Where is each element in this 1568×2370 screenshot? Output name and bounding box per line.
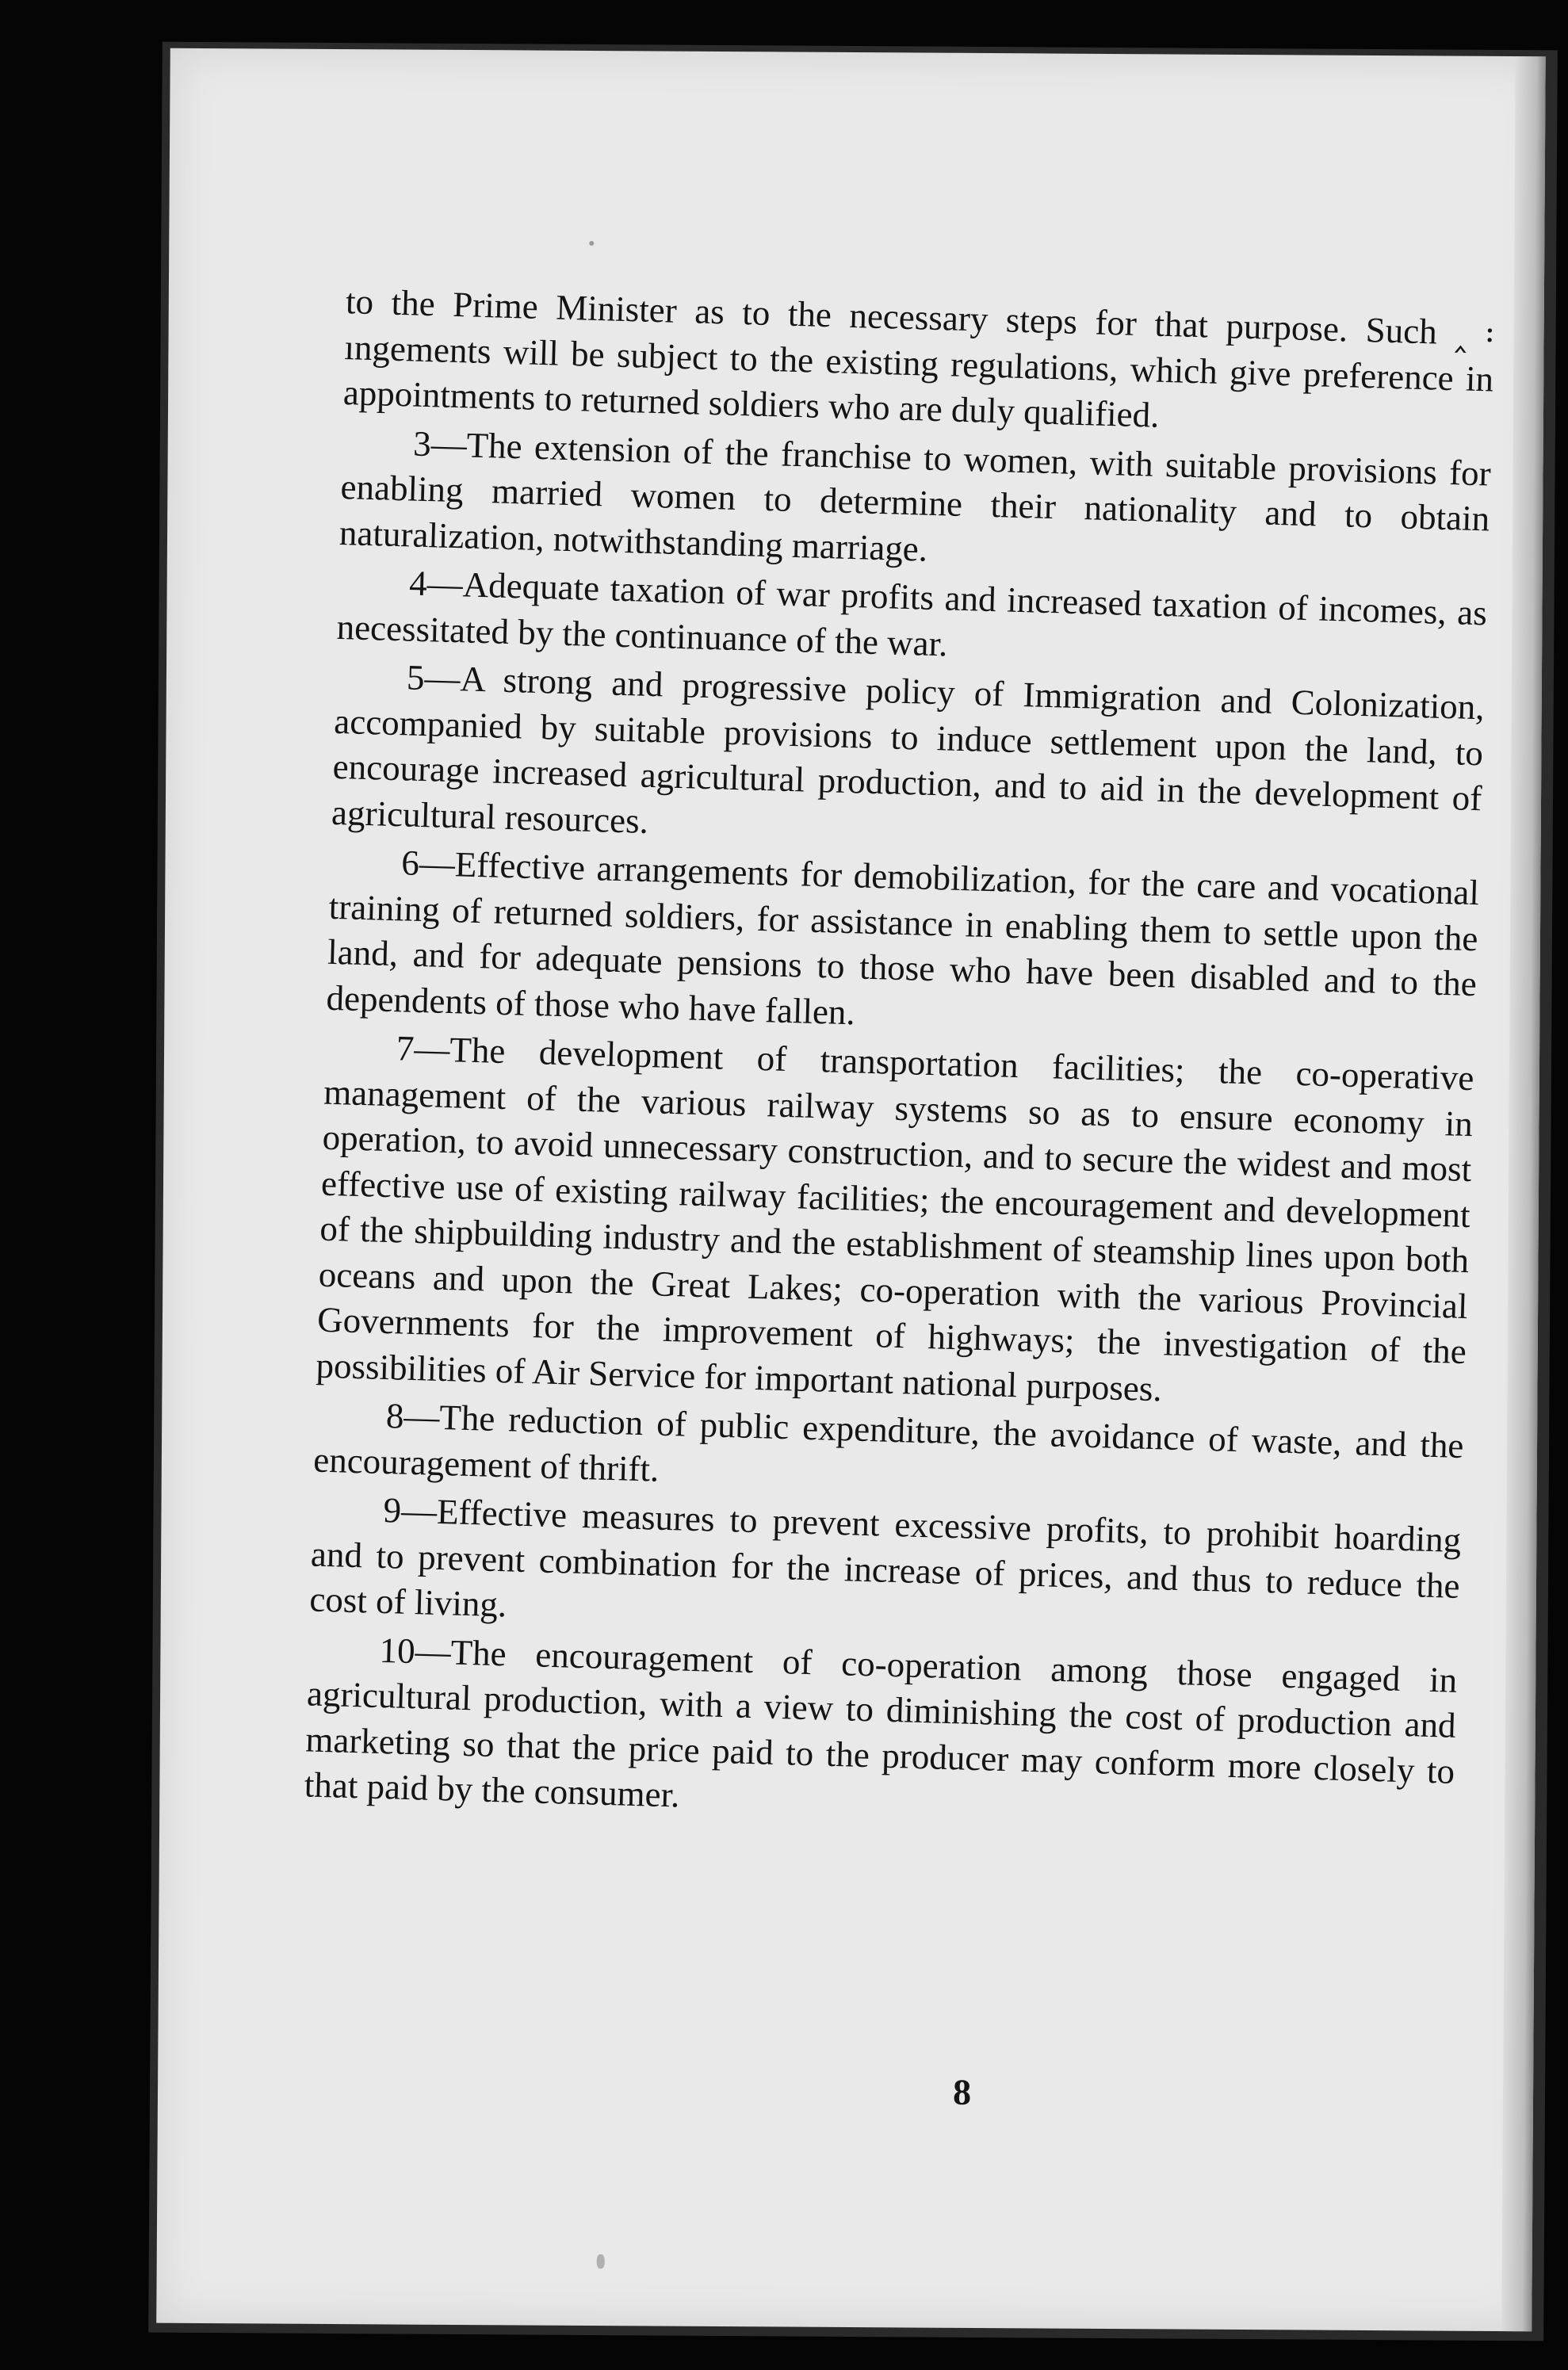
paragraph-item-10: 10—The encouragement of co-operation among those engaged in agricultural production, with a view to diminishing the cost of production and marketing so that the price paid to the producer may conform more closely to that paid by the consumer. [304, 1630, 1458, 1815]
paragraph-item-7: 7—The development of transportation facilities; the co-operative management of the various railway systems so as to ensure economy in operation, to avoid unnecessary construction, and to secure the widest and most effective use of existing railway facilities; the encouragement and development of the shipbuilding industry and the establishment of steamship lines upon both oceans and upon the Great Lakes; co-operation with the various Provincial Governments for the improvement of highways; the investigation of the possibilities of Air Service for important national purposes. [316, 1028, 1475, 1409]
document-page [156, 48, 1545, 2332]
paragraph-item-4: 4—Adequate taxation of war profits and increased taxation of incomes, as necessitated by the continuance of the war. [336, 563, 1488, 663]
page-number: 8 [952, 2071, 972, 2112]
scan-speck [597, 2254, 605, 2269]
paragraph-item-8: 8—The reduction of public expenditure, the avoidance of waste, and the encouragement of thrift. [312, 1396, 1465, 1489]
body-text [304, 279, 1495, 1843]
paragraph-continuation: to the Prime Minister as to the necessary steps for that purpose. Such ‸ ꞉ ıngements will be subject to the existing regulations, which give preference in appointments to returned soldiers who are duly qualified. [342, 281, 1496, 435]
paragraph-item-5: 5—A strong and progressive policy of Immigration and Colonization, accompanied by suitable provisions to induce settlement upon the land, to encourage increased agricultural production, and to aid in the development of agricultural resources. [331, 657, 1486, 841]
paragraph-item-9: 9—Effective measures to prevent excessive profits, to prohibit hoarding and to prevent combination for the increase of prices, and thus to reduce the cost of living. [308, 1490, 1462, 1625]
paragraph-item-3: 3—The extension of the franchise to women, with suitable provisions for enabling married women to determine their nationality and to obtain naturalization, notwithstanding marriage. [338, 423, 1492, 569]
scan-speck [589, 241, 594, 246]
paragraph-item-6: 6—Effective arrangements for demobilization, for the care and vocational training of returned soldiers, for assistance in enabling them to settle upon the land, and for adequate pensions to those who have been disabled and to the dependents of those who have fallen. [325, 843, 1480, 1032]
